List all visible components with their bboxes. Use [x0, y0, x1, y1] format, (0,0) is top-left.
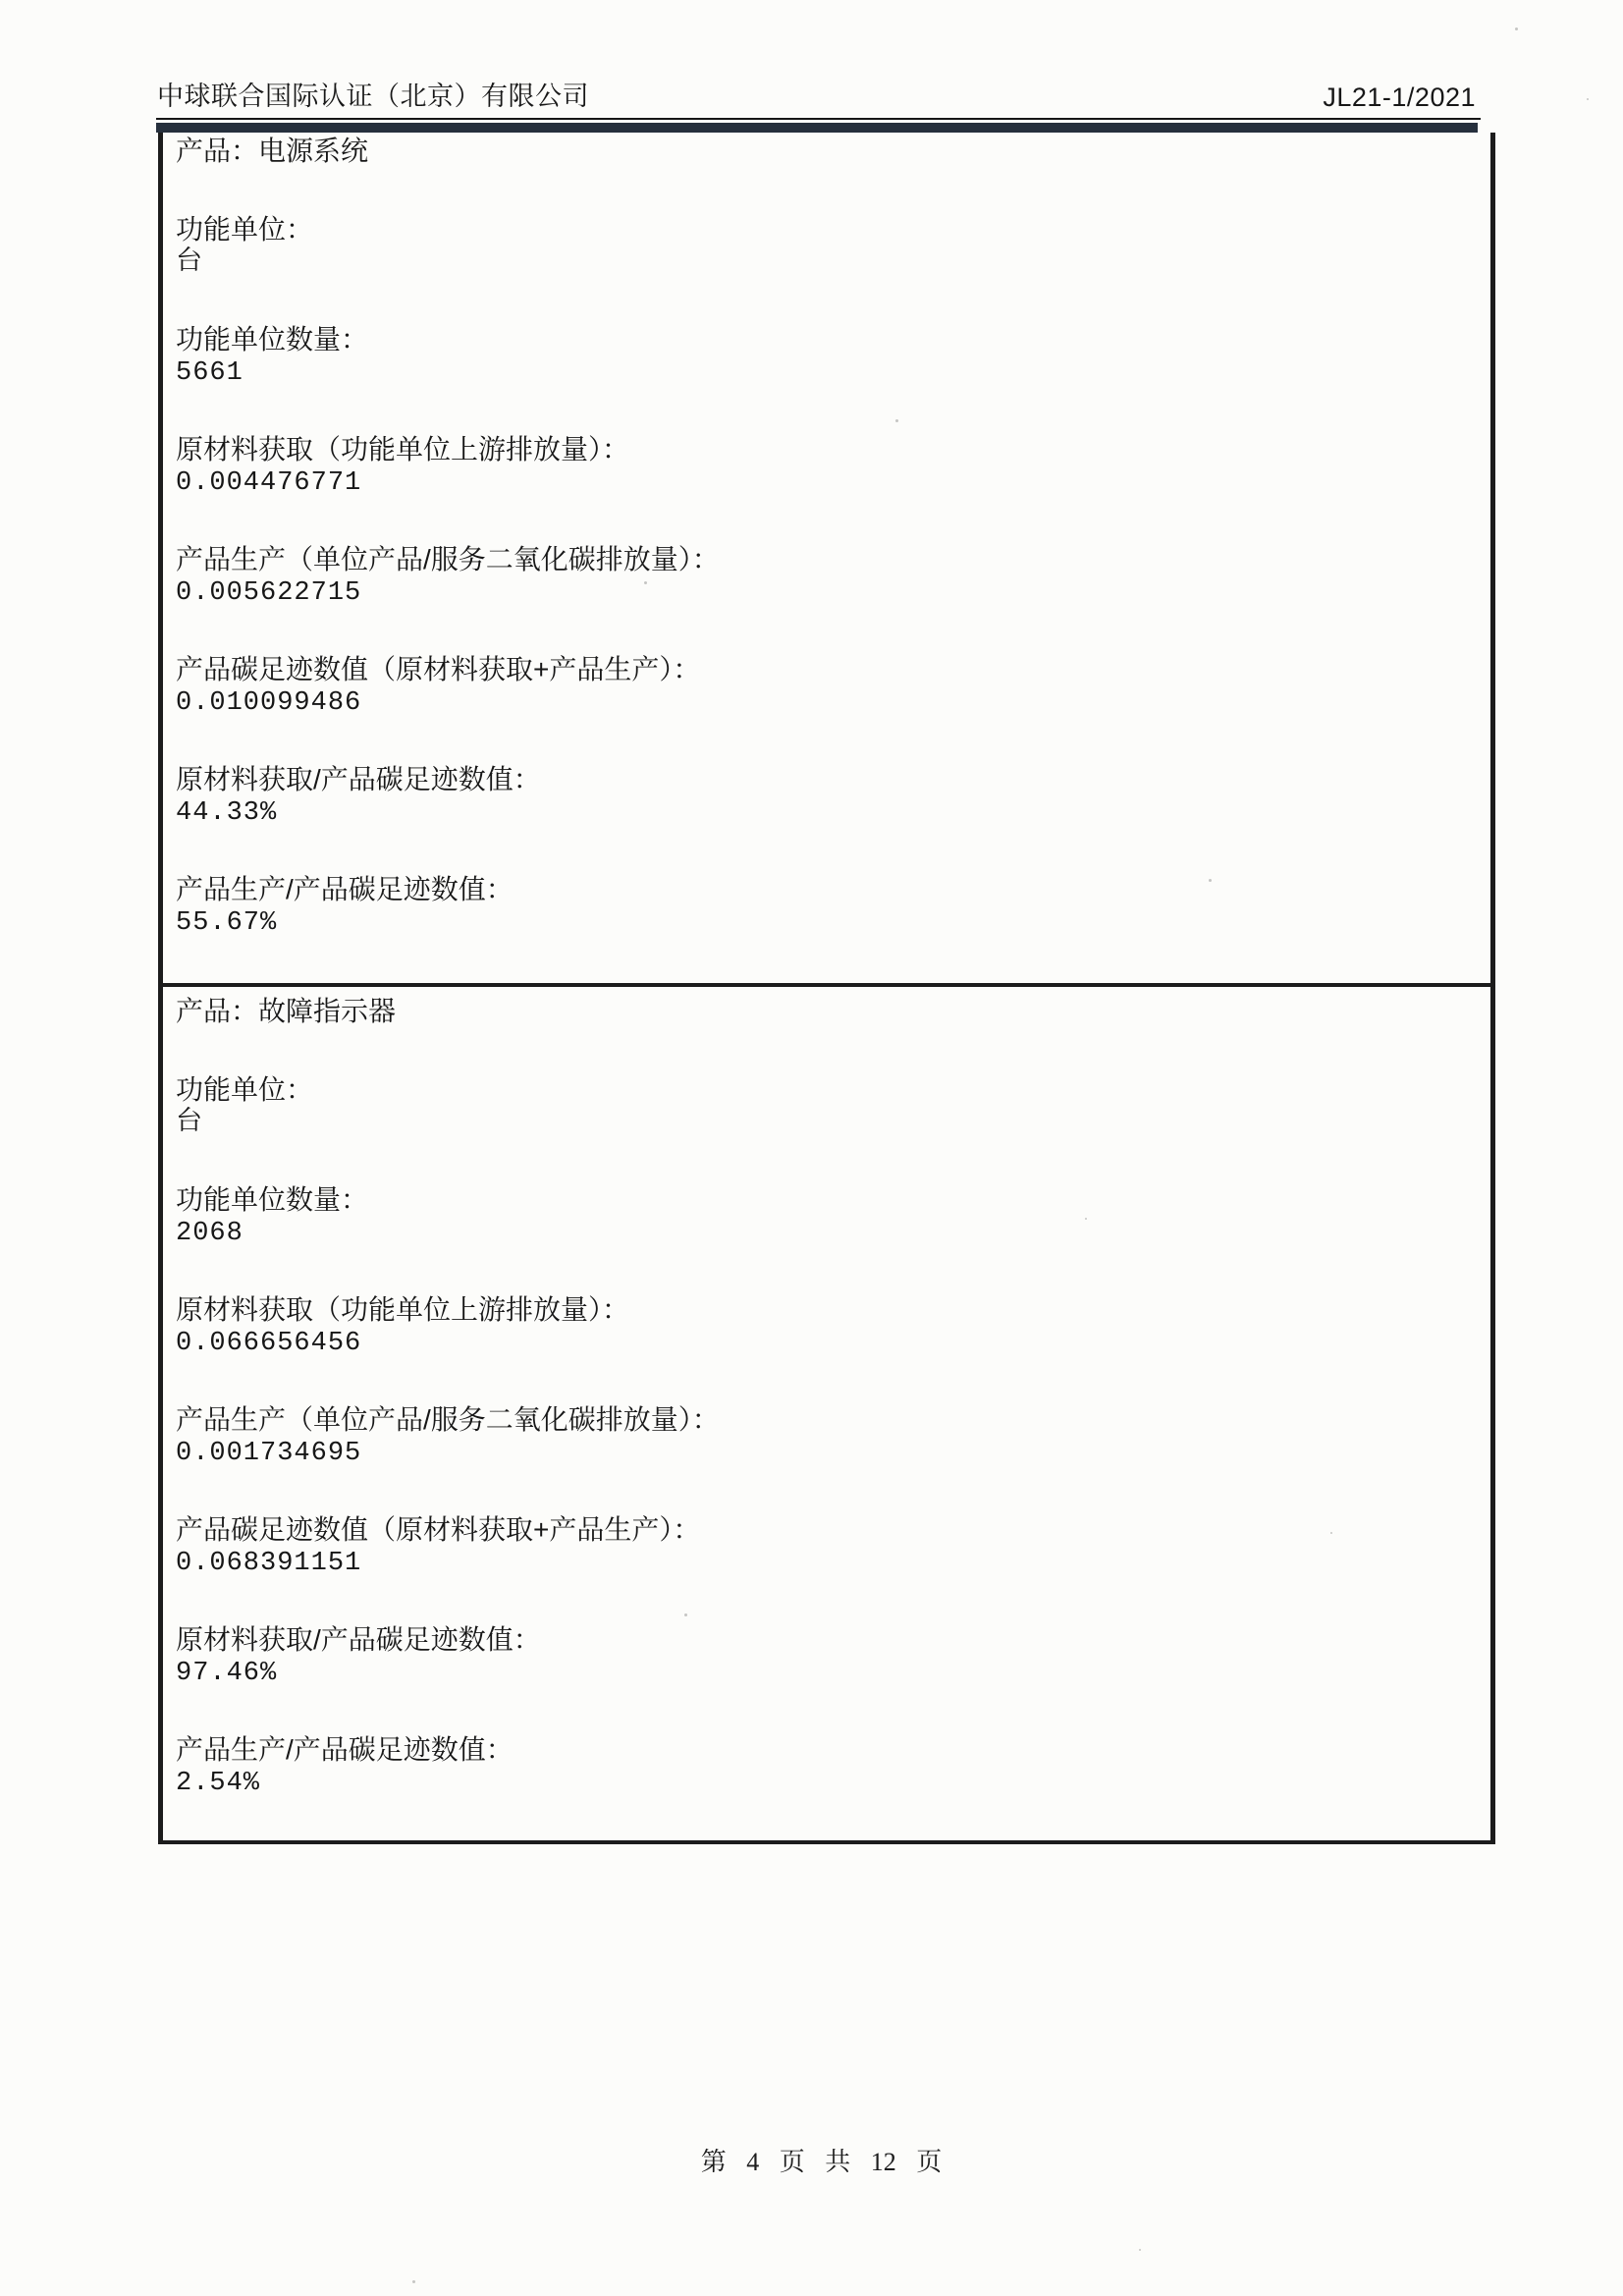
- scan-speck: [644, 581, 647, 584]
- product-section-power-system: [163, 133, 1490, 983]
- field-value: 0.001734695: [176, 1439, 362, 1468]
- field-label: 功能单位数量：: [176, 324, 369, 355]
- scan-speck: [1209, 879, 1212, 882]
- field-value: 0.005622715: [176, 578, 362, 608]
- field-functional-unit-quantity: [176, 1182, 1471, 1251]
- company-name: 中球联合国际认证（北京）有限公司: [157, 82, 589, 111]
- field-product-production: [176, 1402, 1471, 1471]
- field-label: 产品碳足迹数值（原材料获取+产品生产）：: [176, 1514, 701, 1545]
- page-number-footer: 第 4 页 共 12 页: [700, 2148, 943, 2176]
- field-value: 台: [176, 248, 203, 278]
- field-label: 原材料获取/产品碳足迹数值：: [176, 764, 541, 794]
- field-value: 44.33%: [176, 798, 278, 828]
- field-production-ratio: [176, 1732, 1471, 1801]
- field-value: 5661: [176, 358, 243, 388]
- field-carbon-footprint-value: [176, 652, 1471, 721]
- field-value: 55.67%: [176, 908, 278, 938]
- field-product-production: [176, 542, 1471, 611]
- product-label: 产品：: [176, 996, 259, 1026]
- field-production-ratio: [176, 872, 1471, 941]
- field-label: 产品生产/产品碳足迹数值：: [176, 1734, 514, 1765]
- scan-speck: [1515, 27, 1518, 30]
- field-label: 原材料获取（功能单位上游排放量）：: [176, 1294, 630, 1325]
- field-label: 功能单位：: [176, 1074, 314, 1105]
- scan-speck: [895, 419, 898, 422]
- field-label: 产品碳足迹数值（原材料获取+产品生产）：: [176, 654, 701, 684]
- field-value: 2.54%: [176, 1769, 261, 1798]
- field-functional-unit: [176, 212, 1471, 281]
- field-label: 产品生产/产品碳足迹数值：: [176, 874, 514, 904]
- field-label: 原材料获取/产品碳足迹数值：: [176, 1624, 541, 1655]
- scan-speck: [1587, 98, 1589, 100]
- header-rule: [156, 118, 1481, 120]
- field-raw-material-ratio: [176, 762, 1471, 831]
- field-raw-material-acquisition: [176, 1292, 1471, 1361]
- field-value: 0.010099486: [176, 688, 362, 718]
- field-label: 产品生产（单位产品/服务二氧化碳排放量）：: [176, 1404, 720, 1435]
- field-value: 97.46%: [176, 1659, 278, 1688]
- field-value: 0.066656456: [176, 1329, 362, 1358]
- field-label: 产品生产（单位产品/服务二氧化碳排放量）：: [176, 544, 720, 574]
- field-value: 0.004476771: [176, 468, 362, 498]
- field-functional-unit-quantity: [176, 322, 1471, 391]
- scan-speck: [684, 1613, 687, 1616]
- product-label: 产品：: [176, 136, 259, 166]
- header-bar: [156, 123, 1478, 133]
- product-name: 电源系统: [258, 136, 369, 166]
- document-number: JL21-1/2021: [1323, 82, 1476, 112]
- field-label: 功能单位数量：: [176, 1184, 369, 1215]
- product-title: [176, 134, 1471, 168]
- field-carbon-footprint-value: [176, 1512, 1471, 1581]
- scan-speck: [1139, 2249, 1141, 2251]
- product-section-fault-indicator: [163, 987, 1490, 1801]
- scan-speck: [412, 2280, 415, 2283]
- field-label: 原材料获取（功能单位上游排放量）：: [176, 434, 630, 465]
- field-value: 台: [176, 1109, 203, 1138]
- content-box: [158, 133, 1495, 1844]
- product-name: 故障指示器: [258, 996, 397, 1026]
- scan-speck: [1330, 1532, 1332, 1534]
- field-value: 2068: [176, 1219, 243, 1248]
- product-title: [176, 994, 1471, 1028]
- field-raw-material-ratio: [176, 1622, 1471, 1691]
- field-functional-unit: [176, 1072, 1471, 1141]
- scan-speck: [1085, 1218, 1087, 1220]
- field-raw-material-acquisition: [176, 432, 1471, 501]
- field-value: 0.068391151: [176, 1549, 362, 1578]
- field-label: 功能单位：: [176, 214, 314, 245]
